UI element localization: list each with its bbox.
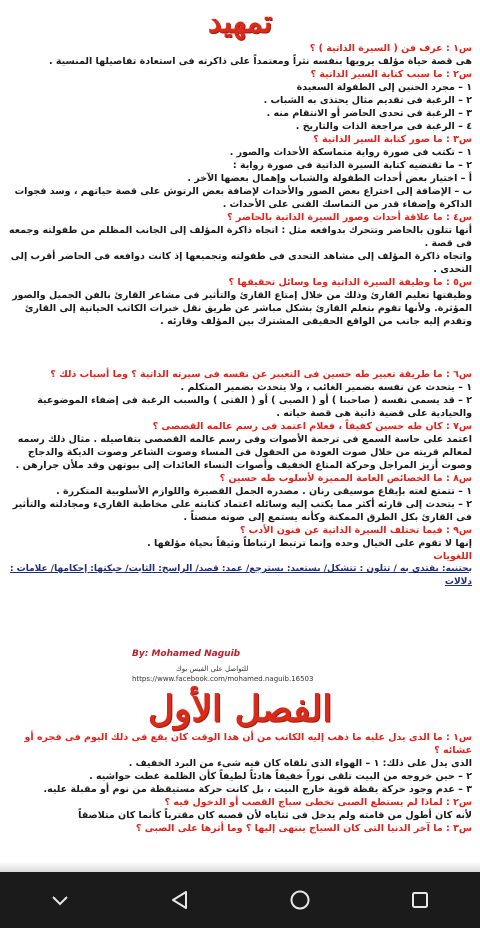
answer-line: واتجاه ذاكرة المؤلف إلى مشاهد التحدى فى طفولته وتجميعها إذ كانت دوافعه فى الحاضر أقرب إلى التحدى . [10, 251, 472, 275]
answer-line: ب – الإضافة إلى اختراع بعض الصور والأحداث لإضافة بعض الرتوش على قصة حياتهم ، وسد فجوات الذاكرة وإضفاء قدر من التماسك الفنى على الأحداث . [14, 186, 472, 210]
android-navigation-bar [0, 872, 480, 928]
question-line: س٣ : ما صور كتابة السير الذاتية ؟ [313, 134, 472, 145]
question-line: س٦ : ما طريقة تعبير طه حسين فى التعبير عن نفسه فى سيرته الذاتية ؟ وما أسباب ذلك ؟ [50, 369, 472, 380]
section-taha-hussein [0, 368, 480, 563]
answer-line: ٢ – ما تقتضيه كتابة السيرة الذاتية فى صورة رواية : [232, 160, 472, 171]
credit-name: By: Mohamed Naguib [132, 649, 241, 659]
question-line: س٨ : ما الخصائص العامة المميزة لأسلوب طه حسين ؟ [219, 473, 472, 484]
answer-line: الذى يدل على ذلك: ١ – الهواء الذى تلقاه كان فيه شىء من البرد الخفيف . [128, 758, 472, 769]
credit-contact: للتواصل على الفيس بوك [176, 665, 249, 673]
answer-line: ٣ – الرغبة فى تحدى الحاضر أو الانتقام منه . [266, 108, 472, 119]
answer-line: لأنه كان أطول من قامته ولم يدخل فى ثناياه لأن قصبه كان مقترباً كأنما كان متلاصقاً [78, 810, 472, 821]
question-line: س٤ : ما علاقة أحداث وصور السيرة الذاتية بالحاضر ؟ [227, 212, 472, 223]
answer-line: ٢ – حين خروجه من البيت تلقى نوراً خفيفاً هادئاً لطيفاً كأن الظلمة غطت حواشيه . [89, 771, 472, 782]
section-introduction [0, 42, 480, 328]
answer-line: ٢ – قد يسمى نفسه ( صاحبنا ) أو ( الصبى ) أو ( الفتى ) والسبب الرغبة فى إضفاء الموضوعية والحيادية على قضية ذاتية هى قصة حياته . [37, 395, 472, 419]
recents-icon[interactable] [400, 880, 440, 920]
answer-line: اعتمد على حاسة السمع فى ترجمة الأصوات وفى رسم عالمه القصصى بتفاصيله . مثال ذلك رسمه لمعالم قريته من خلال صوت العودة من الحقول فى المساء وصوت الشاعر وصوت الديكة والدجاج وصوت أزيز المراجل وحركة المتاع الخفيف وأصوات النساء العائدات إلى بيوتهن وقد ملأن جرارهن . [15, 434, 472, 471]
question-line: س٥ : ما وظيفة السيرة الذاتية وما وسائل تحقيقها ؟ [228, 277, 472, 288]
answer-line: ٤ – الرغبة فى مراجعة الذات والتاريخ . [295, 121, 472, 132]
answer-line: ١ – تكتب فى صورة رواية متماسكة الأحداث والصور . [229, 147, 472, 158]
answer-line: إنها لا تقوم على الخيال وحده وإنما ترتبط ارتباطاً وثيقاً بحياة مؤلفها . [147, 538, 472, 549]
answer-line: ٢ – الرغبة فى تقديم مثال يحتذى به الشباب . [263, 95, 472, 106]
question-line: س٩ : فيما تختلف السيرة الذاتية عن فنون الأدب ؟ [239, 525, 472, 536]
question-line: س١ : ما الذى يدل عليه ما ذهب إليه الكاتب من أن هذا الوقت كان يقع فى ذلك اليوم فى فجره أو عشائه ؟ [24, 732, 472, 756]
answer-line: ٢ – يتحدث إلى قارئه أكثر مما يكتب إليه وسائله اعتماد كتابته على مخاطبة القارىء ومجادلته والتأثير فى القارئ بكل الطرق الممكنة وكأنه يستمع إلى صوته منصتاً . [12, 499, 472, 523]
answer-line: ١ – يتحدث عن نفسه بضمير الغائب ، ولا يتحدث بضمير المتكلم . [180, 382, 472, 393]
question-line: س٢ : لماذا لم يستطع الصبى تخطى سياج القصب أو الدخول فيه ؟ [164, 797, 472, 808]
back-icon[interactable] [160, 880, 200, 920]
answer-line: أنها تتلون بالحاضر وتتحرك بدوافعه مثل : اتجاه ذاكرة المؤلف إلى الجانب المظلم من طفولته وجمعه فى قصة . [8, 225, 472, 249]
heading-chapter-one: الفصل الأول [147, 688, 333, 730]
question-line: س١ : عرف فن ( السيرة الذاتية ) ؟ [309, 43, 472, 54]
vocabulary-line: بحتنيه: يقتدى به / تتلون : تتشكل/ يستعيد: يسترجع/ عمد: قصد/ الراسخ: الثابت/ حبكتها: إحكامها/ علامات : دلالات [9, 564, 472, 587]
home-icon[interactable] [280, 880, 320, 920]
answer-line: ٣ – عدم وجود حركة يقظة قوية خارج البيت ، بل كانت حركة مستيقظة من نوم أو مقبلة عليه. [43, 784, 472, 795]
question-line: س٧ : كان طه حسين كفيفاً ، فعلام اعتمد فى رسم عالمه القصصى ؟ [152, 421, 472, 432]
author-credit [0, 649, 480, 683]
question-line: اللغويات [433, 551, 472, 562]
answer-line: ١ – تتمتع لغته بإيقاع موسيقى رنان . مصدره الجمل القصيرة واللوازم الأسلوبية المتكررة . [56, 486, 472, 497]
question-line: س٢ : ما سبب كتابة السير الذاتية ؟ [310, 69, 472, 80]
question-line: س٣ : ما آخر الدنيا التى كان السياج ينتهى إليها ؟ وما أثرها على الصبى ؟ [135, 823, 472, 834]
answer-line: أ – اختيار بعض أحداث الطفولة والشباب وإهمال بعضها الآخر . [187, 173, 472, 184]
section-chapter-one [0, 731, 480, 835]
answer-line: هى قصة حياة مؤلف يرويها بنفسه نثراً ومعتمداً على ذاكرته فى استعادة تفاصيلها المنسية . [48, 56, 472, 67]
answer-line: ١ – مجرد الحنين إلى الطفولة السعيدة [296, 82, 472, 93]
heading-introduction: تمهيد [207, 5, 273, 40]
answer-line: وظيفتها تعليم القارئ وذلك من خلال إمتاع القارئ والتأثير فى مشاعر القارئ بالفن الجميل والصور المؤثرة. ولأنها تقوم بتعلم القارئ بشكل مباشر عن طريق نقل خبرات الكاتب الحياتية إلى القارئ وتقدم إليه جانب من الواقع الحقيقى المشترك بين المؤلف وقارئه . [12, 290, 472, 327]
credit-url[interactable]: https://www.facebook.com/mohamed.naguib.16503 [132, 675, 314, 683]
chevron-down-icon[interactable] [40, 880, 80, 920]
